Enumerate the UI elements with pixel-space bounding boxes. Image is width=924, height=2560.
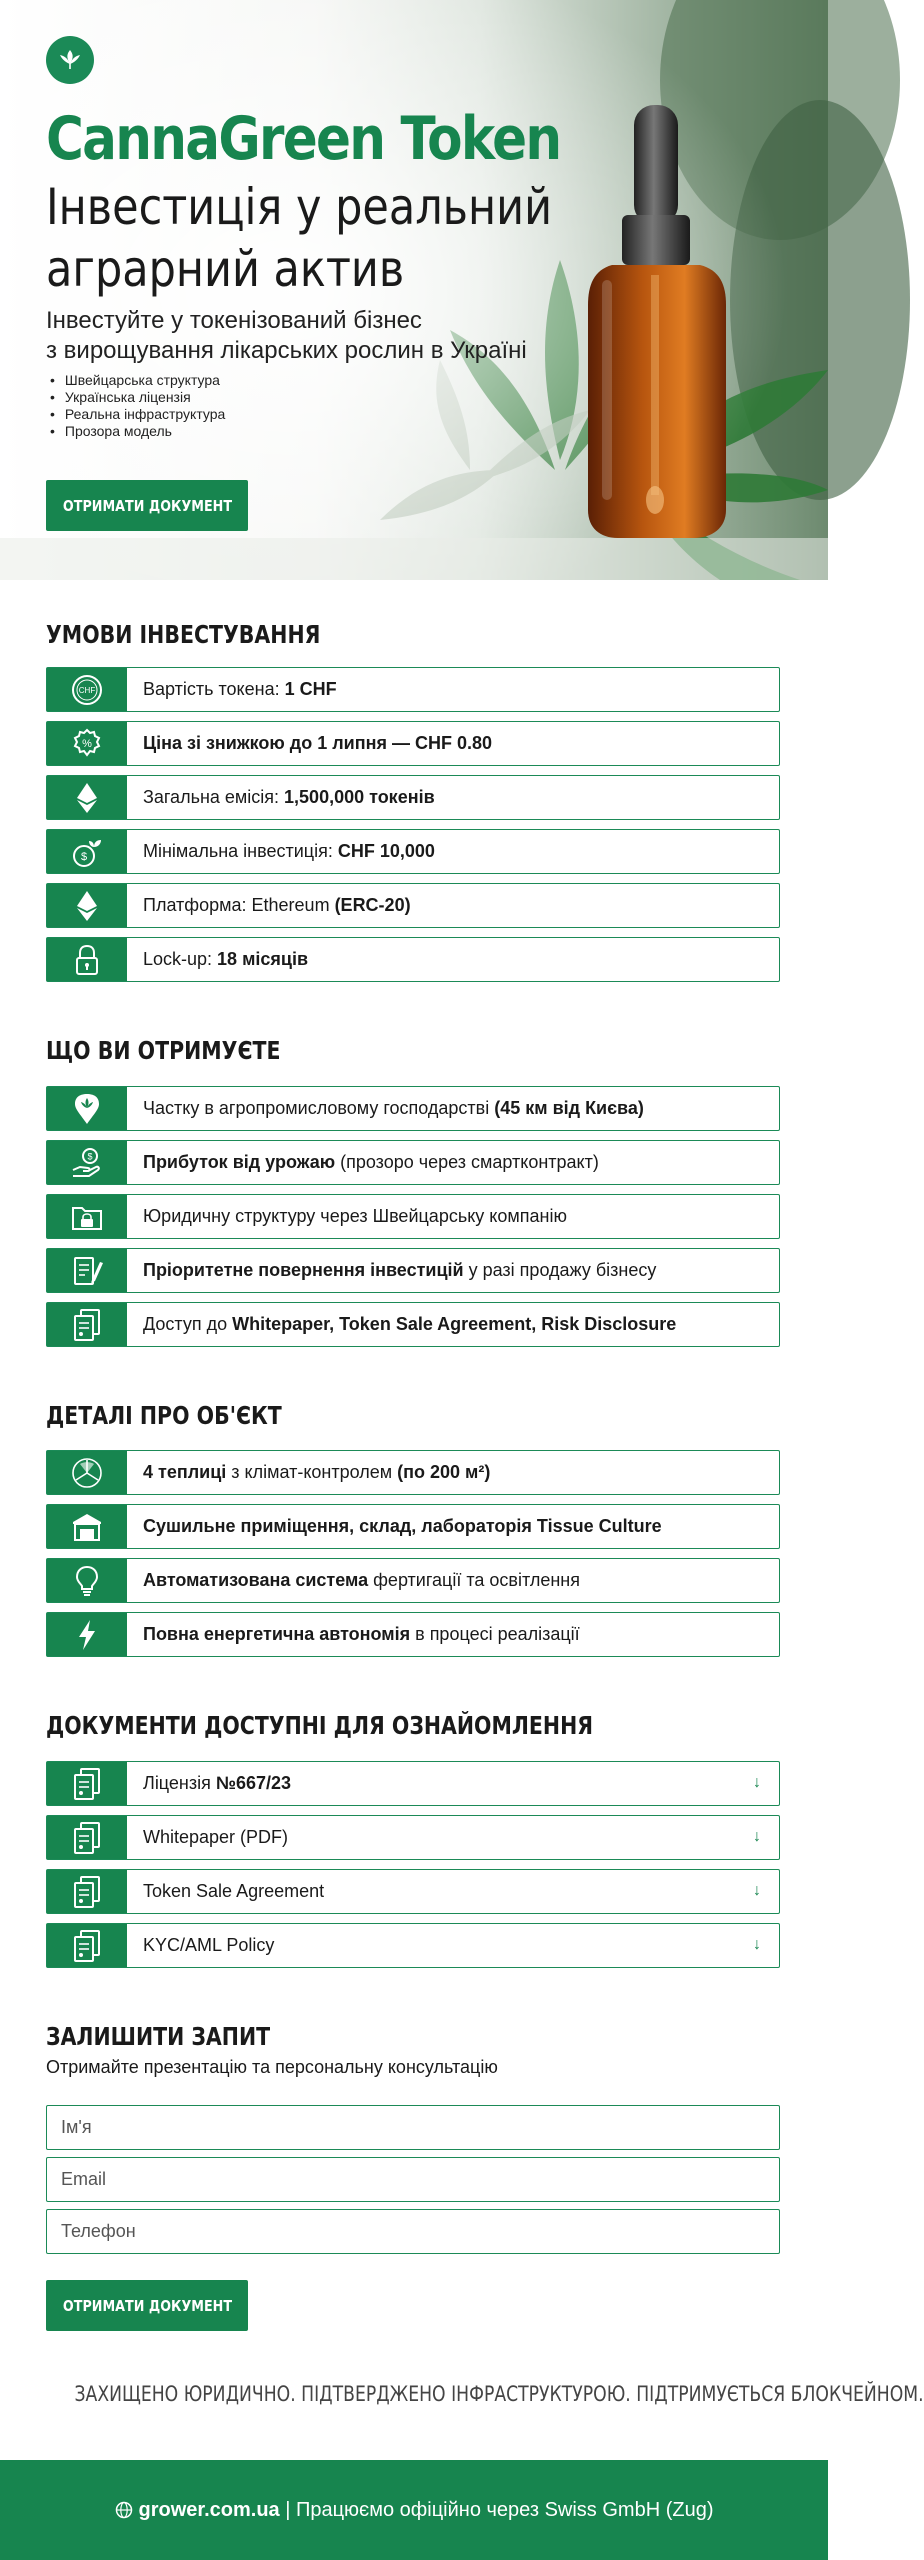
ethereum-icon <box>47 884 127 927</box>
form-subheading: Отримайте презентацію та персональну консультацію <box>46 2057 498 2077</box>
terms-value: 1,500,000 токенів <box>284 787 435 807</box>
terms-value: Ціна зі знижкою до 1 липня — CHF 0.80 <box>143 733 492 753</box>
download-arrow-icon[interactable]: ↓ <box>753 1936 761 1953</box>
benefits-heading: ЩО ВИ ОТРИМУЄТЕ <box>46 1036 281 1065</box>
terms-text: Мінімальна інвестиція: <box>143 841 338 861</box>
coin-sprout-icon <box>47 830 127 873</box>
details-heading: ДЕТАЛІ ПРО ОБ'ЄКТ <box>46 1401 282 1430</box>
leaf-logo-icon <box>56 46 84 74</box>
footer-site-link[interactable]: grower.com.ua <box>138 2498 280 2521</box>
form-submit-label: ОТРИМАТИ ДОКУМЕНТ <box>62 2296 232 2315</box>
footer-text: Працюємо офіційно через Swiss GmbH (Zug) <box>295 2498 714 2521</box>
benefits-text: Юридичну структуру через Швейцарську компанію <box>143 1206 567 1226</box>
document-icon <box>47 1924 127 1967</box>
details-value: 4 теплиці <box>143 1462 227 1482</box>
benefits-value: Whitepaper, Token Sale Agreement, Risk Disclosure <box>232 1314 677 1334</box>
download-arrow-icon[interactable]: ↓ <box>753 1774 761 1791</box>
terms-value: 1 CHF <box>284 679 337 699</box>
lightning-icon <box>47 1613 127 1656</box>
name-input[interactable]: Ім'я <box>46 2105 780 2150</box>
benefits-value: (45 км від Києва) <box>494 1098 644 1118</box>
hero-bullet: • Прозора модель <box>50 423 225 440</box>
terms-row <box>46 937 780 982</box>
terms-value: (ERC-20) <box>334 895 411 915</box>
hero-subtitle-line2: аграрний актив <box>46 240 405 298</box>
svg-text:$: $ <box>87 1151 93 1161</box>
benefits-row <box>46 1194 780 1239</box>
hero-description <box>46 306 566 366</box>
details-value: Сушильне приміщення, склад, лабораторія Tissue Culture <box>143 1516 662 1536</box>
legal-folder-icon <box>47 1195 127 1238</box>
documents-heading: ДОКУМЕНТИ ДОСТУПНІ ДЛЯ ОЗНАЙОМЛЕННЯ <box>46 1711 594 1740</box>
details-row <box>46 1504 780 1549</box>
form-heading: ЗАЛИШИТИ ЗАПИТ <box>46 2022 271 2051</box>
document-title: Ліцензія <box>143 1773 216 1793</box>
document-title: Whitepaper (PDF) <box>143 1827 289 1847</box>
hero-description-line2: з вирощування лікарських рослин в Україні <box>46 337 527 364</box>
hero-subtitle-line1: Інвестиція у реальний <box>46 178 553 236</box>
document-icon <box>47 1816 127 1859</box>
hero-section <box>0 0 828 580</box>
details-value: (по 200 м²) <box>397 1462 491 1482</box>
ethereum-icon <box>47 776 127 819</box>
benefits-text: (прозоро через смартконтракт) <box>335 1152 599 1172</box>
email-input[interactable]: Email <box>46 2157 780 2202</box>
benefits-text: Частку в агропромисловому господарстві <box>143 1098 495 1118</box>
terms-text: Вартість токена: <box>143 679 285 699</box>
tagline: ЗАХИЩЕНО ЮРИДИЧНО. ПІДТВЕРДЖЕНО ІНФРАСТРУКТУРОЮ. ПІДТРИМУЄТЬСЯ БЛОКЧЕЙНОМ. <box>74 2382 924 2406</box>
document-download-row[interactable] <box>46 1815 780 1860</box>
lock-icon <box>47 938 127 981</box>
benefits-value: Пріоритетне повернення інвестицій <box>143 1260 464 1280</box>
svg-text:%: % <box>82 737 92 750</box>
document-title: Token Sale Agreement <box>143 1881 325 1901</box>
document-title: KYC/AML Policy <box>143 1935 275 1955</box>
document-download-row[interactable] <box>46 1761 780 1806</box>
lightbulb-icon <box>47 1559 127 1602</box>
benefits-row <box>46 1302 780 1347</box>
benefits-row <box>46 1248 780 1293</box>
document-download-row[interactable] <box>46 1923 780 1968</box>
form-submit-button[interactable] <box>46 2280 248 2331</box>
terms-row <box>46 721 780 766</box>
details-value: Повна енергетична автономія <box>143 1624 411 1644</box>
greenhouse-icon <box>47 1451 127 1494</box>
hero-get-document-label: ОТРИМАТИ ДОКУМЕНТ <box>62 496 232 515</box>
benefits-text: Доступ до <box>143 1314 233 1334</box>
benefits-value: Прибуток від урожаю <box>143 1152 336 1172</box>
hero-bullet: • Реальна інфраструктура <box>50 406 225 423</box>
footer <box>0 2460 828 2560</box>
hand-coin-icon <box>47 1141 127 1184</box>
terms-row <box>46 829 780 874</box>
details-text: фертигації та освітлення <box>368 1570 580 1590</box>
details-value: Автоматизована система <box>143 1570 369 1590</box>
footer-separator: | <box>279 2498 296 2521</box>
document-icon <box>47 1303 127 1346</box>
hero-description-line1: Інвестуйте у токенізований бізнес <box>46 307 422 334</box>
hero-subtitle <box>46 176 552 300</box>
brand-logo[interactable] <box>46 36 94 84</box>
hero-get-document-button[interactable] <box>46 480 248 531</box>
details-text: з клімат-контролем <box>226 1462 398 1482</box>
hero-title: CannaGreen Token <box>46 104 561 174</box>
chf-coin-icon <box>47 668 127 711</box>
terms-row <box>46 883 780 928</box>
warehouse-icon <box>47 1505 127 1548</box>
details-text: в процесі реалізації <box>410 1624 580 1644</box>
document-icon <box>47 1870 127 1913</box>
download-arrow-icon[interactable]: ↓ <box>753 1882 761 1899</box>
terms-heading: УМОВИ ІНВЕСТУВАННЯ <box>46 620 321 649</box>
phone-input[interactable]: Телефон <box>46 2209 780 2254</box>
location-leaf-icon <box>47 1087 127 1130</box>
benefits-text: у разі продажу бізнесу <box>463 1260 657 1280</box>
details-row <box>46 1612 780 1657</box>
svg-text:$: $ <box>80 850 88 863</box>
svg-text:CHF: CHF <box>78 685 96 695</box>
details-row <box>46 1450 780 1495</box>
terms-value: 18 місяців <box>217 949 309 969</box>
globe-icon <box>115 2501 133 2519</box>
benefits-row <box>46 1140 780 1185</box>
document-icon <box>47 1762 127 1805</box>
terms-row <box>46 667 780 712</box>
benefits-row <box>46 1086 780 1131</box>
document-download-row[interactable] <box>46 1869 780 1914</box>
discount-icon <box>47 722 127 765</box>
terms-value: CHF 10,000 <box>337 841 435 861</box>
terms-text: Платформа: Ethereum <box>143 895 335 915</box>
hero-bullet-list <box>50 372 225 440</box>
terms-text: Lock-up: <box>143 949 218 969</box>
hero-bullet: • Швейцарська структура <box>50 372 225 389</box>
terms-row <box>46 775 780 820</box>
terms-text: Загальна емісія: <box>143 787 285 807</box>
hero-bullet: • Українська ліцензія <box>50 389 225 406</box>
download-arrow-icon[interactable]: ↓ <box>753 1828 761 1845</box>
document-number: №667/23 <box>215 1773 291 1793</box>
details-row <box>46 1558 780 1603</box>
document-pen-icon <box>47 1249 127 1292</box>
